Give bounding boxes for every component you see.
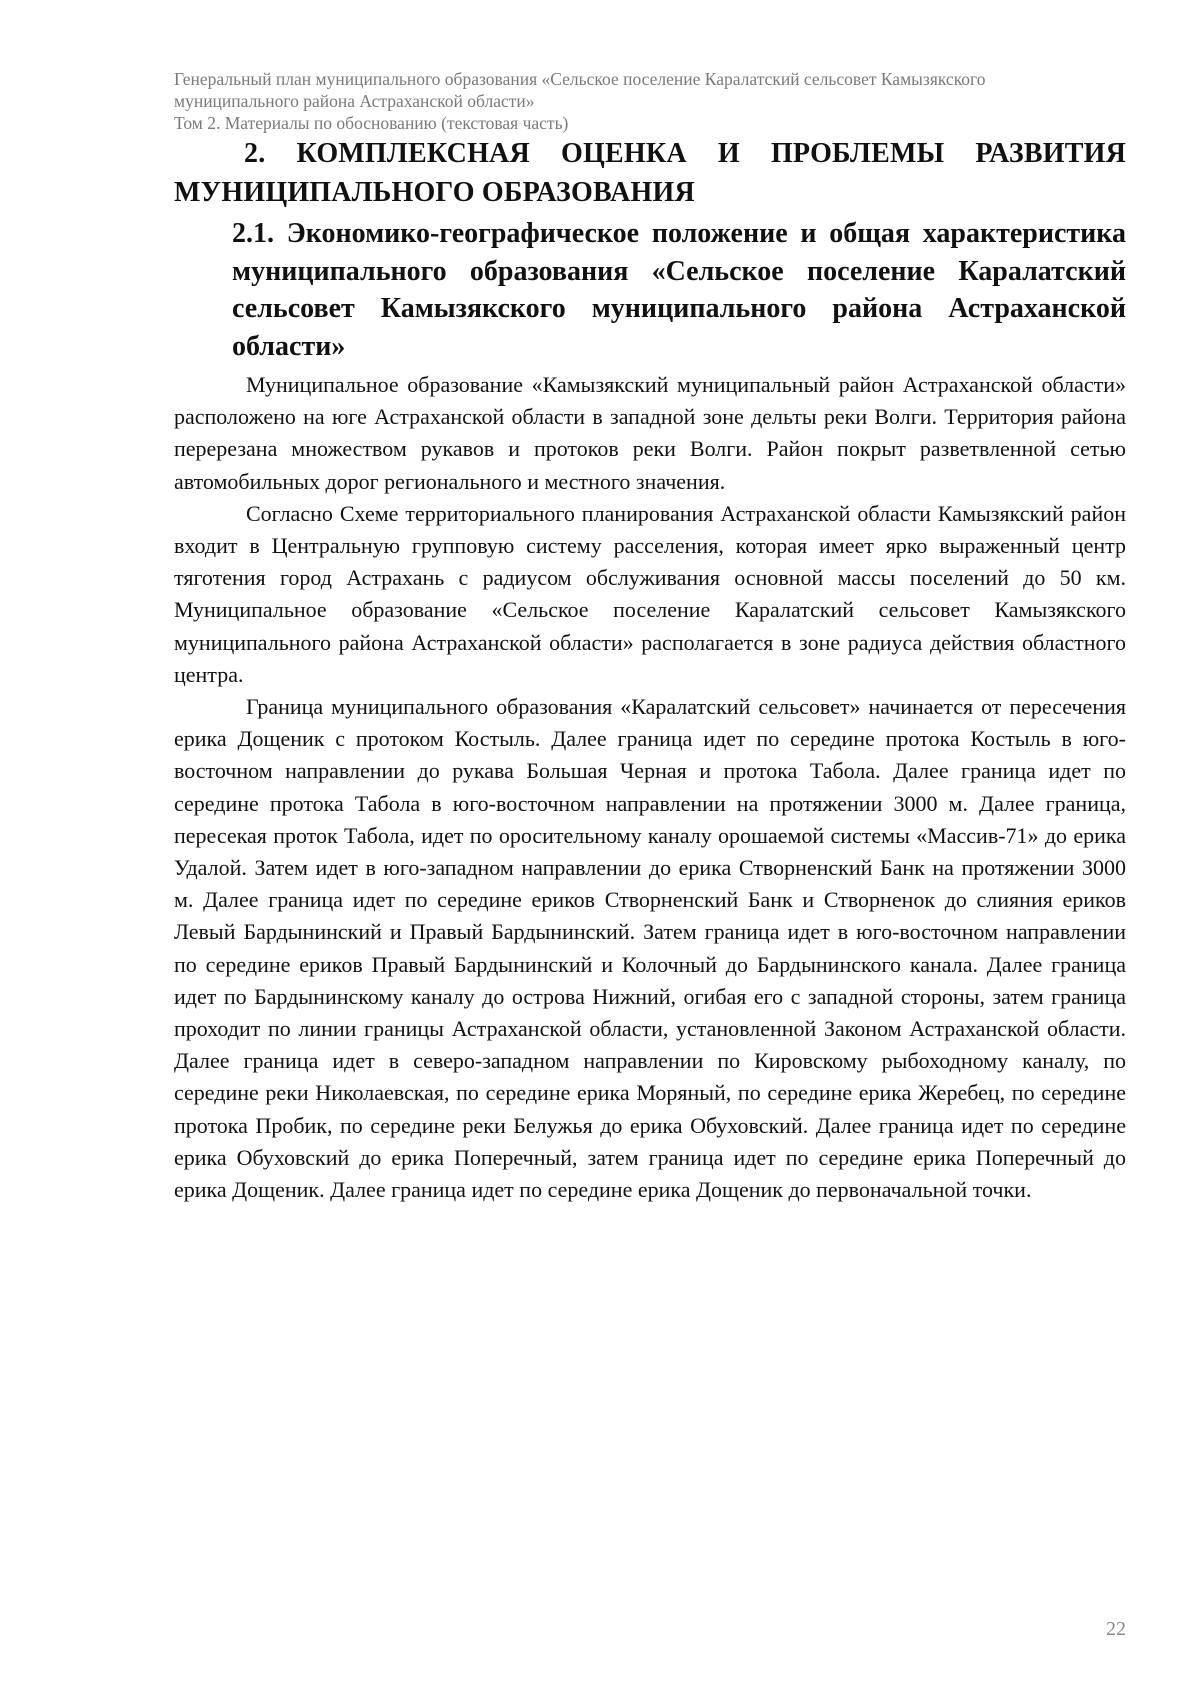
section-title: 2.1. Экономико-географическое положение и общая характеристика муниципального образования «Сельское поселение Каралатский сельсовет Камызякского муниципального района Астраханской области» — [232, 218, 1126, 362]
paragraph-2: Согласно Схеме территориального планирования Астраханской области Камызякский район входит в Центральную групповую систему расселения, которая имеет ярко выраженный центр тяготения город Астрахань с радиусом обслуживания основной массы поселений до 50 км. Муниципальное образование «Сельское поселение Каралатский сельсовет Камызякского муниципального района Астраханской области» располагается в зоне радиуса действия областного центра. — [174, 500, 1126, 687]
page-number: 22 — [1106, 1618, 1126, 1640]
paragraph-3: Граница муниципального образования «Каралатский сельсовет» начинается от пересечения ерика Дощеник с протоком Костыль. Далее граница идет по середине протока Костыль в юго-восточном направлении до рукава Большая Черная и протока Табола. Далее граница идет по середине протока Табола в юго-восточном направлении на протяжении 3000 м. Далее граница, пересекая проток Табола, идет по оросительному каналу орошаемой системы «Массив-71» до ерика Удалой. Затем идет в юго-западном направлении до ерика Створненский Банк на протяжении 3000 м. Далее граница идет по середине ериков Створненский Банк и Створненок до слияния ериков Левый Бардынинский и Правый Бардынинский. Затем граница идет в юго-восточном направлении по середине ериков Правый Бардынинский и Колочный до Бардынинского канала. Далее граница идет по Бардынинскому каналу до острова Нижний, огибая его с западной стороны, затем граница проходит по линии границы Астраханской области, установленной Законом Астраханской области. Далее граница идет в северо-западном направлении по Кировскому рыбоходному каналу, по середине реки Николаевская, по середине ерика Моряный, по середине ерика Жеребец, по середине протока Пробик, по середине реки Белужья до ерика Обуховский. Далее граница идет по середине ерика Обуховский до ерика Поперечный, затем граница идет по середине ерика Поперечный до ерика Дощеник. Далее граница идет по середине ерика Дощеник до первоначальной точки. — [174, 694, 1126, 1203]
header-line-2: муниципального района Астраханской области» — [174, 91, 535, 111]
header-line-3: Том 2. Материалы по обоснованию (текстовая часть) — [174, 113, 569, 133]
chapter-title: 2. КОМПЛЕКСНАЯ ОЦЕНКА И ПРОБЛЕМЫ РАЗВИТИЯ МУНИЦИПАЛЬНОГО ОБРАЗОВАНИЯ — [174, 138, 1126, 208]
header-line-1: Генеральный план муниципального образования «Сельское поселение Каралатский сельсовет Камызякского — [174, 69, 986, 89]
paragraph-1: Муниципальное образование «Камызякский муниципальный район Астраханской области» расположено на юге Астраханской области в западной зоне дельты реки Волги. Территория района перерезана множеством рукавов и протоков реки Волги. Район покрыт разветвленной сетью автомобильных дорог регионального и местного значения. — [174, 372, 1126, 494]
running-header — [174, 68, 1126, 134]
document-page — [174, 68, 1126, 1206]
body-text — [174, 369, 1126, 1206]
